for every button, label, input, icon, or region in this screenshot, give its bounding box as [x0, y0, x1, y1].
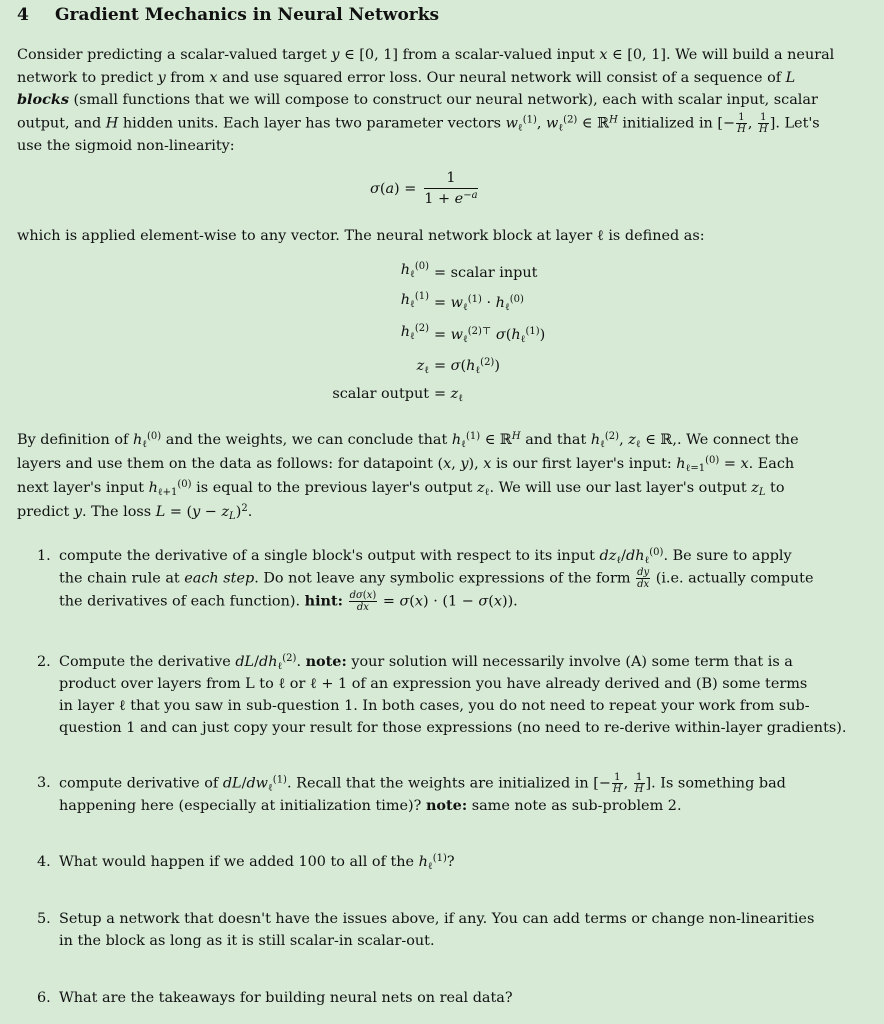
section-heading [17, 5, 439, 25]
intro-paragraph: Consider predicting a scalar-valued target y ∈ [0, 1] from a scalar-valued input x ∈ [0, 1]. We will build a neural network to predict y from x and use squared error loss. Our neural network will consist of a sequence of L blocks (small functions that we will compose to construct our neural network), each with scalar input, scalar output, and H hidden units. Each layer has two parameter vectors $w_\ell^{(1)}$, $w_\ell^{(2)}$ ∈ ℝ$^H$ initialized in [− $\frac{1}{H}$ , $\frac{1}{H}$ ]. Let's use the sigmoid non-linearity: [17, 47, 835, 154]
block-equations: $h_\ell^{(0)}$ = scalar input $h_\ell^{(1)}$ = $w_\ell^{(1)} \cdot h_\ell^{(0)}$ $h_\ell^{(2)}$ = $w_\ell^{(2)⊤}$ $\sigma(h_\ell^{(1)})$ $z_\ell$ = $\sigma(h_\ell^{(2)})$ scalar output = $z_\ell$ [332, 261, 546, 404]
sigmoid-equation: σ(a) = $\frac{1}{1 + e^{-a}}$ [370, 170, 478, 207]
question-6: 6. What are the takeaways for building neural nets on real data? [37, 990, 513, 1006]
question-1: 1. compute the derivative of a single block's output with respect to its input $dz_\ell/dh_\ell^{(0)}$. Be sure to apply the chain rule at each step. Do not leave any symbolic expressions of the form $\frac{dy}{dx}$ (i.e. actually compute the derivatives of each function). hint: $\frac{d\sigma(x)}{dx}$ = σ(x) · (1 − σ(x)). [37, 547, 814, 613]
question-4: 4. What would happen if we added 100 to all of the $h_\ell^{(1)}$? [37, 853, 455, 872]
section-number: 4 [17, 5, 29, 25]
definition-paragraph: By definition of $h_\ell^{(0)}$ and the weights, we can conclude that $h_\ell^{(1)}$ ∈ ℝ$^H$ and that $h_\ell^{(2)}$, $z_\ell$ ∈ ℝ,. We connect the layers and use them on the data as follows: for datapoint (x, y), x is our first layer's input: $h_{\ell=1}^{(0)} = x$. Each next layer's input $h_{\ell+1}^{(0)}$ is equal to the previous layer's output $z_\ell$. We will use our last layer's output $z_L$ to predict y. The loss $L = (y - z_L)^2$. [17, 431, 799, 522]
question-2: 2. Compute the derivative $dL/dh_\ell^{(2)}$. note: your solution will necessarily involve (A) some term that is a product over layers from L to ℓ or ℓ + 1 of an expression you have already derived and (B) some terms in layer ℓ that you saw in sub-question 1. In both cases, you do not need to repeat your work from sub- question 1 and can just copy your result for those expressions (no need to re-derive within-layer gradients). [37, 653, 847, 736]
section-title: Gradient Mechanics in Neural Networks [55, 5, 440, 25]
after-sigmoid-text: which is applied element-wise to any vector. The neural network block at layer ℓ is defined as: [17, 228, 705, 244]
question-3: 3. compute derivative of $dL/dw_\ell^{(1)}$. Recall that the weights are initialized in [− $\frac{1}{H}$ , $\frac{1}{H}$ ]. Is something bad happening here (especially at initialization time)? note: same note as sub-problem 2. [37, 772, 786, 814]
question-5: 5. Setup a network that doesn't have the issues above, if any. You can add terms or change non-linearities in the block as long as it is still scalar-in scalar-out. [37, 911, 815, 949]
